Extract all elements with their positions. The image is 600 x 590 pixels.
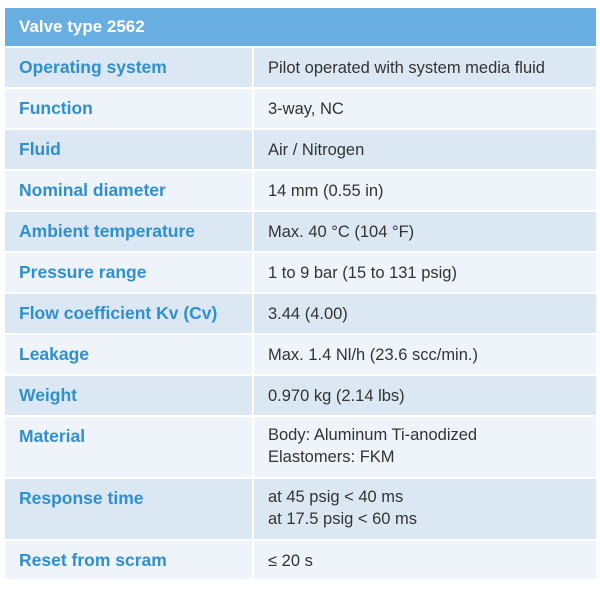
row-value	[254, 253, 596, 292]
row-label: Weight	[5, 376, 254, 415]
row-label: Pressure range	[5, 253, 254, 292]
table-row	[5, 253, 596, 294]
table-row	[5, 89, 596, 130]
value-line: Pilot operated with system media fluid	[268, 59, 545, 77]
row-value	[254, 89, 596, 128]
value-line: 3.44 (4.00)	[268, 305, 348, 323]
row-label: Nominal diameter	[5, 171, 254, 210]
row-label: Leakage	[5, 335, 254, 374]
value-line: Air / Nitrogen	[268, 141, 365, 159]
value-line: 1 to 9 bar (15 to 131 psig)	[268, 264, 457, 282]
table-row	[5, 479, 596, 541]
table-row	[5, 48, 596, 89]
row-value	[254, 376, 596, 415]
row-value	[254, 130, 596, 169]
row-value	[254, 479, 596, 539]
value-line: 0.970 kg (2.14 lbs)	[268, 387, 405, 405]
row-label: Fluid	[5, 130, 254, 169]
value-line: Body: Aluminum Ti-anodized	[268, 426, 478, 444]
value-line: Max. 1.4 Nl/h (23.6 scc/min.)	[268, 346, 478, 364]
row-value	[254, 212, 596, 251]
valve-spec-table	[5, 8, 596, 581]
row-label: Flow coefficient Kv (Cv)	[5, 294, 254, 333]
row-label: Reset from scram	[5, 541, 254, 579]
table-title: Valve type 2562	[5, 8, 596, 48]
row-value	[254, 48, 596, 87]
table-row	[5, 335, 596, 376]
table-row	[5, 417, 596, 479]
value-line: ≤ 20 s	[268, 552, 313, 570]
row-label: Material	[5, 417, 254, 477]
row-value	[254, 335, 596, 374]
row-value	[254, 417, 596, 477]
row-label: Operating system	[5, 48, 254, 87]
row-value	[254, 171, 596, 210]
table-row	[5, 130, 596, 171]
row-label: Response time	[5, 479, 254, 539]
row-value	[254, 541, 596, 579]
table-row	[5, 294, 596, 335]
table-row	[5, 171, 596, 212]
table-row	[5, 212, 596, 253]
value-line: 14 mm (0.55 in)	[268, 182, 384, 200]
value-line: 3-way, NC	[268, 100, 344, 118]
row-label: Ambient temperature	[5, 212, 254, 251]
row-value	[254, 294, 596, 333]
table-row	[5, 376, 596, 417]
table-row	[5, 541, 596, 581]
value-line: Max. 40 °C (104 °F)	[268, 223, 415, 241]
value-line: at 45 psig < 40 ms	[268, 488, 404, 506]
value-line: at 17.5 psig < 60 ms	[268, 510, 418, 528]
row-label: Function	[5, 89, 254, 128]
value-line: Elastomers: FKM	[268, 448, 395, 466]
